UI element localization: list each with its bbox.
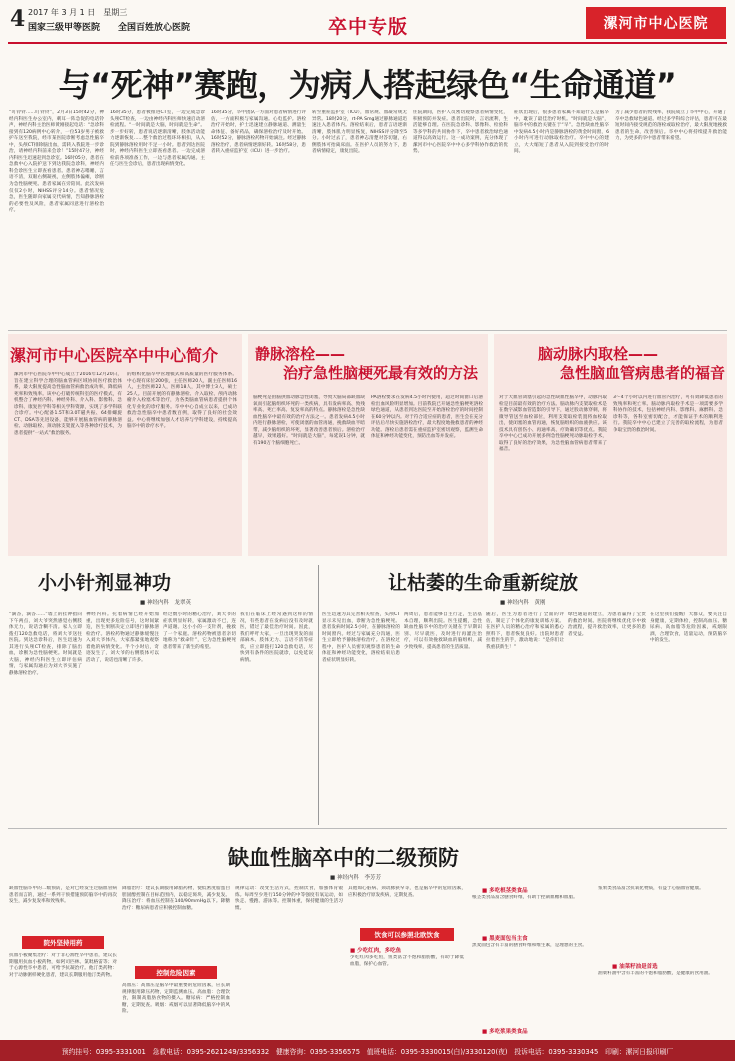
needle-col-4: 我们在临床上经常遇到这样的情况，有些患者在发病后没有及时就医，错过了最佳治疗时间。因此，我们呼吁大家，一旦出现突发的面部麻木、肢体无力、言语不清等症状，应立即拨打120急救电话，尽快到有条件的医院就诊，以免延误病情。 bbox=[240, 612, 313, 663]
needle-col-2: 神经内科。托着病情已经开始加重，出现更多危险信号，这时间紧迫，医生果断决定立即进行静脉溶栓治疗。溶栓药物通过静脉缓慢注入刘大爷体内，大家都紧张地观察着他的病情变化。半个小时后，奇迹发生了，刘大爷的右侧肢体可以活动了，说话也清晰了许多。 bbox=[86, 612, 159, 663]
thrombectomy-col-1: 对于大血管闭塞引起的急性缺血性脑卒中，动脉内取栓是目前最有效的治疗方法。脑动脉内支架取栓术是在数字减影血管造影的引导下，通过股动脉穿刺，将微导管送至血栓部位，利用支架取栓装置将血栓取出，使闭塞的血管再通，恢复脑组织的血液供应。该技术具有创伤小、再通率高、疗效确切等优点。我院卒中中心已成功开展多例急性脑梗死动脉取栓手术，取得了良好的治疗效果，为急性脑血管病患者带来了福音。 bbox=[499, 395, 607, 453]
footer-contact-bar: 预约挂号：0395-3331001 急救电话：0395-2621249/3356332 健康咨询：0395-3356575 值班电话：0395-3330015(白)/3330120(夜) 投诉电话：0395-3330345 印刷：漯河日报印刷厂 bbox=[0, 1040, 735, 1061]
main-headline: 与“死神”赛跑，为病人搭起绿色“生命通道” bbox=[58, 66, 677, 104]
thrombolysis-title-1: 静脉溶栓—— bbox=[255, 345, 346, 363]
diet-rye-heading: ■ 黑麦面包当主食 bbox=[482, 936, 528, 942]
diet-rye-text: 黑麦面包含有丰富的膳食纤维和维生素，是理想的主食。 bbox=[472, 943, 587, 948]
thrombectomy-title-1: 脑动脉内取栓—— bbox=[538, 345, 659, 363]
top-article-col-7: 为了减少患者的致残率，我院成立了卒中中心，开通了卒中急救绿色通道。经过多学科综合评估，患者可在最短时间内接受规范的溶栓或取栓治疗，最大限度地挽救患者的生命，改善预后。卒中中心将持续提升救治能力，为更多的卒中患者带来希望。 bbox=[615, 110, 727, 142]
hospital-logo bbox=[586, 7, 726, 39]
divider bbox=[8, 330, 727, 331]
life-col-3: 随后，医生为患者进行了全面的评估，制定了个体化的康复训练方案。在医护人员的精心治疗和家属的悉心照料下，患者恢复良好。出院时患者拉着医生的手，激动地说：“是你们让我重获新生！” bbox=[486, 612, 564, 650]
top-article-col-6: 症状出现后，很多患者家属不知道什么是脑卒中，耽误了最佳治疗时机。“时间就是大脑”，脑卒中的救治关键在于“早”。急性缺血性脑卒中发病4.5小时内是静脉溶栓的黄金时间窗，6小时内可进行动脉取栓治疗。卒中中心的建立，大大缩短了患者从入院到接受治疗的时间。 bbox=[514, 110, 609, 155]
prevention-col-3: 规律运动：改变生活方式，控制饮食，加强体育锻炼。每周至少进行150分钟的中等强度有氧运动，如快走、慢跑、游泳等。控制体重，保持健康的生活习惯。 bbox=[235, 886, 343, 911]
diet-veg-text: 根茎类食品富含膳食纤维，有助于控制血糖和血脂。 bbox=[472, 895, 578, 900]
needle-col-3: 经过数小时的精心治疗，刘大爷的症状明显好转，家属激动不已，连声道谢。这小小的一支针剂，挽救了一个家庭。溶栓药物被患者亲切地称为“救命针”，它为急性脑梗死患者带来了新生的希望。 bbox=[163, 612, 236, 650]
header-rule bbox=[8, 42, 727, 44]
column-title: 卒中专版 bbox=[328, 16, 409, 38]
prevention-col-2: 降脂治疗：建议长期服用降脂药物，使低密度脂蛋白胆固醇控制在目标范围内，以稳定斑块，减少复发。降压治疗：将血压控制在140/90mmHg以下。降糖治疗：糖尿病患者应积极控制血糖。 bbox=[122, 886, 230, 911]
divider bbox=[8, 828, 727, 829]
life-col-4: 绿色通道的建立，为患者赢得了宝贵的救治时间。医院将继续优化卒中救治流程，提升救治效率，让更多的患者受益。 bbox=[568, 612, 646, 637]
top-article-col-1: “叮铃铃……叮铃铃”，2月3日15时42分，神经内科医生办公室内，刺耳一阵急促的电话铃声，神经内科主治医师黄刚接起电话：“急诊科接到有120病例中心转介，一位53岁男子被救护车送至我院，经市某医院诊断考虑急性脑卒中，头颅CT排除脑出血，需转入我院进一步诊治，请神经内科前来会诊！”15时47分，神经内科医生迅速赶到急诊室。16时05分，患者在急救中心入院护送下到达我院急诊科，神经内科会诊医生立即查看患者。患者神志嗜睡，言语不清，双眼右侧凝视，左侧肢体偏瘫，诊断为急性脑梗死。患者家属在旁陪同。此次发病仅仅2小时，NIHSS评分14分。患者情况危急，医生随即向家属交代病情，告知静脉溶栓的必要性及风险，患者家属同意进行溶栓治疗。 bbox=[9, 110, 104, 214]
life-col-2: 两周后，患者能够自主行走，生活基本自理，顺利出院。医生提醒，急性缺血性脑卒中的治疗关键在于早期识别、尽早就医，及时进行再灌注治疗，可以有效挽救缺血的脑组织，减少致残率，提高患者的生活质量。 bbox=[404, 612, 482, 650]
thrombolysis-title-2: 治疗急性脑梗死最有效的方法 bbox=[283, 364, 479, 382]
intro-col-2: 的组织化脑卒中管理模式和高质量的医疗服务体系。中心现有床位200张，主任医师20人，副主任医师16人，主治医师22人，医师18人，其中博士3人，硕士25人。目前开展的有静脉溶栓、介入取栓、颅内动脉瘤介入栓塞术等治疗，为各类脑血管病患者提供个体化专业化的诊疗服务。卒中中心自成立以来，已成功救治急性脑卒中患者数百例，取得了良好的社会效益。中心将继续加强人才培养与学科建设，持续提高脑卒中的诊疗水平。 bbox=[127, 372, 237, 430]
diet-fish-text: 少吃红肉多吃鱼，鱼类富含不饱和脂肪酸，有助于降低血脂，保护心血管。 bbox=[350, 955, 464, 967]
life-col-1: 医生迅速为其完善相关检查，头颅CT显示未见出血，诊断为急性脑梗死。患者发病时间2.5小时，在静脉溶栓的时间窗内。经过与家属充分沟通，医生立即给予静脉溶栓治疗。在溶栓过程中，医护人员密切观察患者的生命体征和神经功能变化，溶栓结束后患者症状明显好转。 bbox=[322, 612, 400, 663]
intro-col-1: 漯河市中心医院卒中中心成立于2016年12月20日，旨在建立科学合理的脑血管病区域协同医疗救治体系，最大限度提高急性脑血管病救治成功率，降低病死率和致残率。该中心打破传统科室的医疗模式，有机整合了神经内科、神经外科、介入科、影像科、急诊科、康复医学科等相关学科资源，实现了多学科联合诊疗。中心配备1.5T和3.0T磁共振、64排螺旋CT、DSA等先进设备，能够开展脑血管病的静脉溶栓、动脉取栓、颈动脉支架置入等各种诊疗技术，为患者提供“一站式”救治服务。 bbox=[14, 372, 122, 436]
diet-fruit-text: 浆果类食品富含抗氧化物质，有益于心脑血管健康。 bbox=[598, 886, 704, 891]
diet-fish-heading: ■ 少吃红肉，多吃鱼 bbox=[350, 948, 402, 954]
tag-adhere-meds: 院外坚持用药 bbox=[22, 936, 104, 949]
life-title: 让枯萎的生命重新绽放 bbox=[388, 572, 579, 594]
thrombectomy-col-2: 3～4个小时以内进行血管内治疗，可有效降低患者的致残率和死亡率。脑动脉内取栓手术是一项需要多学科协作的技术，包括神经内科、影像科、麻醉科、急诊科等，各科室密切配合，才能保证手术的顺利进行。我院卒中中心已建立了完善的取栓流程，为患者争取宝贵的救治时间。 bbox=[613, 395, 723, 433]
prevention-risk: 高血压：高血压是脑卒中最重要的危险因素，应长期规律服用降压药物，定期监测血压。高血脂：合理饮食，限制高脂肪食物的摄入。糖尿病：严格控制血糖，定期复查。吸烟：戒烟可以显著降低脑卒中的风险。 bbox=[122, 983, 230, 1015]
needle-title: 小小针剂显神功 bbox=[38, 572, 172, 594]
needle-col-1: “滴答，滴答……”墙上的挂钟指向下午两点，刘大爷突然感觉右侧肢体无力，说话含糊不清。家人立即拨打120急救电话，将刘大爷送往医院。到达急诊科后，医生迅速为其进行头颅CT检查，排除了脑出血，诊断为急性脑梗死。时间就是大脑，神经内科医生立即评估病情，与家属沟通后为刘大爷实施了静脉溶栓治疗。 bbox=[9, 612, 82, 676]
prevention-title: 缺血性脑卒中的二级预防 bbox=[228, 846, 459, 870]
thrombolysis-col-2: PA溶栓要求在发病4.5小时内使用，超过时间窗口后溶栓出血风险明显增加。目前我院已开通急性脑梗死溶栓绿色通道，从患者到达医院至开始溶栓治疗的时间控制在60分钟以内。对于符合适应症的患者，医生会在充分评估后尽快实施溶栓治疗，最大程度地挽救患者的神经功能。溶栓后患者需在重症监护室密切观察，监测生命体征和神经功能变化，预防出血等并发症。 bbox=[371, 395, 483, 440]
prevention-meds: 抗血小板聚集治疗：对于非心源性卒中患者，建议长期服用抗血小板药物，如阿司匹林、氯吡格雷等；对于心源性卒中患者，可给予抗凝治疗。他汀类药物：对于动脉粥样硬化患者，建议长期服用他汀类药物。 bbox=[9, 953, 117, 978]
diet-veg-heading: ■ 多吃根茎类食品 bbox=[482, 888, 528, 894]
prevention-col-4: 其他如心脏病、颈动脉狭窄等，也是脑卒中的危险因素，应积极治疗原发疾病，定期复查。 bbox=[348, 886, 466, 898]
life-col-5: 在这里我们提醒广大群众，要关注自身健康，定期体检，控制高血压、糖尿病、高血脂等危险因素，戒烟限酒，合理饮食，适量运动，预防脑卒中的发生。 bbox=[650, 612, 727, 644]
thrombectomy-title-2: 急性脑血管病患者的福音 bbox=[560, 364, 726, 382]
needle-byline: ■ 神经内科 龙翠英 bbox=[140, 600, 191, 606]
hospital-rank: 国家三级甲等医院 bbox=[28, 23, 101, 33]
issue-date: 2017 年 3 月 1 日 星期三 bbox=[28, 8, 128, 17]
diet-oil-heading: ■ 油菜籽油是首选 bbox=[612, 964, 658, 970]
thrombolysis-col-1: 脑梗死是由脑供血动脉急性闭塞，导致大脑局部缺血缺氧而引起脑组织坏死的一类疾病，具有发病率高、致残率高、死亡率高、复发率高的特点。静脉溶栓是急性缺血性脑卒中最有效的治疗方法之一。患者发病4.5小时内进行静脉溶栓，可使闭塞的血管再通，挽救缺血半暗带，减少脑组织的坏死，显著改善患者预后。溶栓治疗越早，效果越好。“时间就是大脑”，每延误1分钟，就有190万个脑细胞死亡。 bbox=[253, 395, 365, 446]
top-article-col-3: 16时35分，卒中团队一方面对患者病情进行评估，一方面积极与家属沟通。心电监护。溶栓治疗开始时，护士迅速建立静脉通道、测量生命体征、备好药品，确保溶栓治疗及时开始。16时52分，静脉溶栓药物开始滴注。经过静脉溶栓治疗，患者病情逐渐好转。16时58分，患者转入重症监护室（ICU）进一步治疗。 bbox=[211, 110, 306, 155]
top-article-col-4: 转至重症监护室（ICU），血常规、血凝常规无异常。18时20分，rt-PA Smg通过静脉通道迅速注入患者体内。溶栓结束后，患者言语逐渐清晰，肢体肌力明显恢复，NIHSS评分降至5分。小时过去了，患者神志清楚对答切题，右侧肢体可抬离床面。在医护人员的努力下，患者病情稳定，康复出院。 bbox=[312, 110, 407, 155]
prevention-col-1: 缺血性脑卒中的二级预防，是对已经发生过脑血管病患者而言的，通过一系列干预措施预防脑卒中的再次发生，减少复发率和致残率。 bbox=[9, 886, 117, 905]
page-number: 4 bbox=[10, 6, 26, 32]
hospital-slogan: 全国百姓放心医院 bbox=[118, 23, 191, 33]
prevention-byline: ■ 神经内科 李芳芳 bbox=[330, 875, 381, 881]
tag-control-risk: 控制危险因素 bbox=[135, 966, 217, 979]
logo-text: 漯河市中心医院 bbox=[603, 16, 709, 32]
intro-title: 漯河市中心医院卒中中心简介 bbox=[10, 346, 219, 365]
top-article-col-2: 16时35分，患者被推进CT室，一边完成急诊头颅CT检查，一边由神经内科医师快速启动溶栓流程。“一时间就是大脑，时间就是生命”。步一步好转，患者说话逐渐清晰，肢体活动能力逐渐恢复……整个救治过程环环相扣，从入院到静脉溶栓用时不足一小时。患者到达医院时，神经内科医生立即查看患者。一边完成溶栓前各项准备工作，一边与患者家属沟通。主任与医生会诊后，患者出现病情变化。 bbox=[110, 110, 205, 168]
diet-oil-text: 油菜籽油中含有丰富的不饱和脂肪酸，是健康的食用油。 bbox=[598, 971, 713, 976]
tag-diet: 饮食可以参照北欧饮食 bbox=[360, 928, 454, 941]
column-divider bbox=[318, 565, 319, 825]
life-byline: ■ 神经内科 黄刚 bbox=[500, 600, 546, 606]
diet-fruit-heading: ■ 多吃浆果类食品 bbox=[482, 1029, 528, 1035]
top-article-col-5: 住院期间，医护人员密切观察患者病情变化，积极预防并发症。患者出院时，言语流利，生活能够自理。在医院急诊科、影像科、检验科等多学科的共同协作下，卒中患者救治绿色通道得以高效运行。这一成功案例，充分体现了漯河市中心医院卒中中心多学科协作救治的优势。 bbox=[413, 110, 508, 155]
